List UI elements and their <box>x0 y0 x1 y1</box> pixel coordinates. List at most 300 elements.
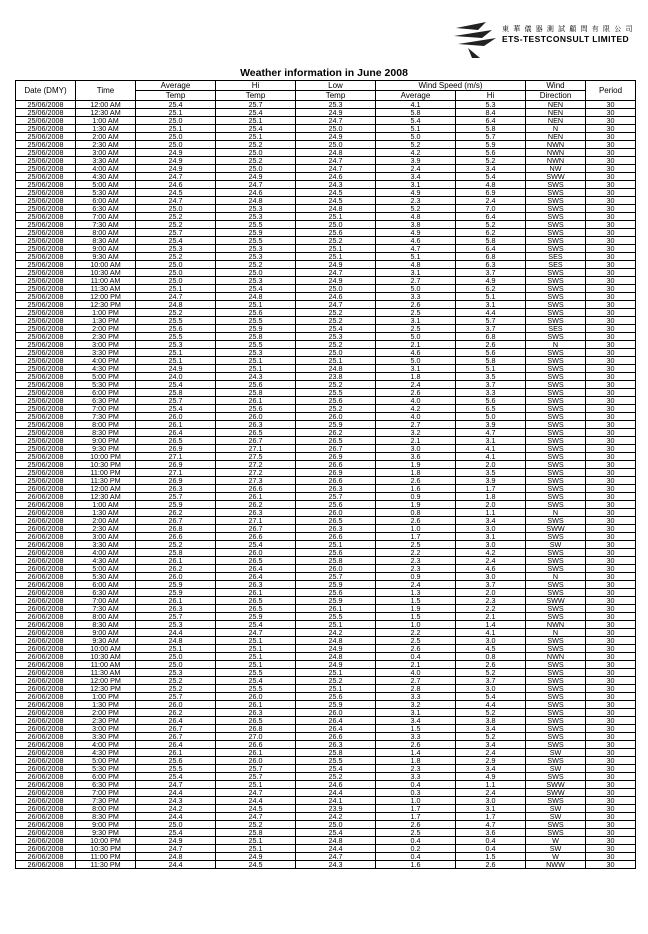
cell-low-temp: 26.3 <box>296 741 376 749</box>
cell-period: 30 <box>586 109 636 117</box>
cell-wind-hi: 1.7 <box>456 813 526 821</box>
cell-hi-temp: 25.3 <box>216 277 296 285</box>
table-row <box>16 341 636 349</box>
cell-date: 25/06/2008 <box>16 317 76 325</box>
table-row <box>16 397 636 405</box>
cell-wind-direction: SWS <box>526 645 586 653</box>
cell-period: 30 <box>586 117 636 125</box>
cell-time: 9:00 AM <box>76 245 136 253</box>
cell-avg-temp: 25.7 <box>136 613 216 621</box>
cell-wind-avg: 3.8 <box>376 221 456 229</box>
cell-wind-avg: 2.6 <box>376 301 456 309</box>
cell-low-temp: 24.9 <box>296 645 376 653</box>
cell-wind-direction: NWN <box>526 149 586 157</box>
cell-hi-temp: 25.2 <box>216 821 296 829</box>
cell-period: 30 <box>586 637 636 645</box>
cell-wind-direction: SW <box>526 541 586 549</box>
cell-time: 11:00 PM <box>76 853 136 861</box>
cell-wind-hi: 3.9 <box>456 421 526 429</box>
cell-low-temp: 24.9 <box>296 133 376 141</box>
cell-avg-temp: 25.4 <box>136 773 216 781</box>
cell-period: 30 <box>586 805 636 813</box>
cell-date: 26/06/2008 <box>16 709 76 717</box>
cell-period: 30 <box>586 493 636 501</box>
cell-wind-avg: 2.6 <box>376 741 456 749</box>
cell-wind-direction: SWS <box>526 485 586 493</box>
header-wind-avg: Average <box>376 91 456 101</box>
cell-time: 7:00 AM <box>76 213 136 221</box>
cell-wind-hi: 3.7 <box>456 325 526 333</box>
cell-wind-avg: 3.6 <box>376 453 456 461</box>
cell-hi-temp: 25.9 <box>216 613 296 621</box>
cell-wind-hi: 5.2 <box>456 733 526 741</box>
cell-wind-avg: 1.6 <box>376 861 456 869</box>
cell-wind-avg: 2.4 <box>376 581 456 589</box>
cell-avg-temp: 26.9 <box>136 477 216 485</box>
cell-time: 7:00 PM <box>76 789 136 797</box>
cell-hi-temp: 26.1 <box>216 589 296 597</box>
cell-date: 25/06/2008 <box>16 245 76 253</box>
cell-period: 30 <box>586 685 636 693</box>
table-row <box>16 237 636 245</box>
cell-wind-avg: 2.5 <box>376 829 456 837</box>
cell-period: 30 <box>586 389 636 397</box>
cell-hi-temp: 26.6 <box>216 485 296 493</box>
table-row <box>16 221 636 229</box>
cell-period: 30 <box>586 253 636 261</box>
cell-hi-temp: 25.6 <box>216 309 296 317</box>
cell-wind-direction: SWS <box>526 205 586 213</box>
cell-time: 8:30 PM <box>76 429 136 437</box>
cell-hi-temp: 27.3 <box>216 477 296 485</box>
cell-avg-temp: 25.0 <box>136 653 216 661</box>
table-row <box>16 781 636 789</box>
cell-wind-avg: 3.1 <box>376 269 456 277</box>
cell-low-temp: 25.3 <box>296 101 376 109</box>
table-row <box>16 117 636 125</box>
cell-time: 2:30 AM <box>76 141 136 149</box>
cell-time: 7:30 PM <box>76 797 136 805</box>
cell-date: 25/06/2008 <box>16 205 76 213</box>
cell-wind-avg: 5.2 <box>376 205 456 213</box>
cell-low-temp: 24.7 <box>296 853 376 861</box>
cell-low-temp: 26.1 <box>296 605 376 613</box>
cell-period: 30 <box>586 437 636 445</box>
cell-wind-hi: 2.4 <box>456 557 526 565</box>
cell-hi-temp: 24.5 <box>216 805 296 813</box>
cell-wind-direction: SWS <box>526 301 586 309</box>
cell-time: 1:00 AM <box>76 117 136 125</box>
cell-date: 26/06/2008 <box>16 741 76 749</box>
cell-wind-direction: N <box>526 573 586 581</box>
table-row <box>16 253 636 261</box>
cell-low-temp: 25.6 <box>296 501 376 509</box>
table-row <box>16 133 636 141</box>
cell-wind-direction: SWS <box>526 685 586 693</box>
table-body <box>16 101 636 869</box>
cell-low-temp: 25.0 <box>296 349 376 357</box>
cell-date: 25/06/2008 <box>16 181 76 189</box>
cell-date: 26/06/2008 <box>16 773 76 781</box>
cell-date: 25/06/2008 <box>16 149 76 157</box>
cell-wind-avg: 5.0 <box>376 133 456 141</box>
cell-low-temp: 24.7 <box>296 157 376 165</box>
header-wind-hi: Hi <box>456 91 526 101</box>
cell-low-temp: 26.2 <box>296 429 376 437</box>
table-row <box>16 605 636 613</box>
cell-avg-temp: 25.0 <box>136 117 216 125</box>
cell-hi-temp: 25.1 <box>216 781 296 789</box>
cell-low-temp: 24.8 <box>296 149 376 157</box>
cell-hi-temp: 26.1 <box>216 397 296 405</box>
cell-date: 25/06/2008 <box>16 413 76 421</box>
cell-hi-temp: 25.2 <box>216 141 296 149</box>
cell-low-temp: 24.6 <box>296 173 376 181</box>
cell-low-temp: 25.2 <box>296 237 376 245</box>
cell-time: 9:00 PM <box>76 821 136 829</box>
cell-wind-avg: 3.3 <box>376 773 456 781</box>
table-row <box>16 509 636 517</box>
cell-wind-direction: SWS <box>526 189 586 197</box>
cell-avg-temp: 25.1 <box>136 109 216 117</box>
cell-wind-hi: 3.4 <box>456 741 526 749</box>
cell-date: 25/06/2008 <box>16 165 76 173</box>
cell-date: 26/06/2008 <box>16 837 76 845</box>
table-row <box>16 285 636 293</box>
table-row <box>16 565 636 573</box>
cell-wind-direction: SWS <box>526 181 586 189</box>
cell-wind-avg: 0.8 <box>376 509 456 517</box>
cell-avg-temp: 24.3 <box>136 797 216 805</box>
cell-wind-avg: 3.3 <box>376 733 456 741</box>
cell-low-temp: 24.8 <box>296 653 376 661</box>
cell-wind-direction: SWS <box>526 445 586 453</box>
cell-wind-direction: SW <box>526 813 586 821</box>
cell-date: 25/06/2008 <box>16 157 76 165</box>
cell-avg-temp: 25.7 <box>136 397 216 405</box>
cell-time: 1:30 AM <box>76 125 136 133</box>
table-row <box>16 853 636 861</box>
cell-period: 30 <box>586 349 636 357</box>
cell-low-temp: 24.8 <box>296 365 376 373</box>
cell-wind-hi: 3.9 <box>456 477 526 485</box>
table-row <box>16 589 636 597</box>
table-row <box>16 269 636 277</box>
cell-wind-direction: SWS <box>526 221 586 229</box>
cell-wind-avg: 0.4 <box>376 837 456 845</box>
cell-low-temp: 25.7 <box>296 493 376 501</box>
cell-hi-temp: 26.5 <box>216 429 296 437</box>
cell-low-temp: 24.7 <box>296 165 376 173</box>
cell-wind-avg: 4.2 <box>376 149 456 157</box>
table-row <box>16 829 636 837</box>
cell-date: 26/06/2008 <box>16 605 76 613</box>
cell-period: 30 <box>586 549 636 557</box>
cell-low-temp: 24.7 <box>296 269 376 277</box>
table-row <box>16 861 636 869</box>
cell-avg-temp: 26.2 <box>136 509 216 517</box>
cell-wind-direction: SWS <box>526 229 586 237</box>
header-wind-dir-bottom: Direction <box>526 91 586 101</box>
cell-wind-avg: 2.1 <box>376 341 456 349</box>
cell-avg-temp: 25.5 <box>136 317 216 325</box>
cell-time: 5:30 PM <box>76 381 136 389</box>
cell-period: 30 <box>586 373 636 381</box>
cell-avg-temp: 26.4 <box>136 429 216 437</box>
cell-hi-temp: 26.5 <box>216 557 296 565</box>
cell-wind-hi: 3.7 <box>456 381 526 389</box>
cell-date: 26/06/2008 <box>16 517 76 525</box>
cell-wind-hi: 2.0 <box>456 589 526 597</box>
cell-low-temp: 23.9 <box>296 805 376 813</box>
cell-avg-temp: 24.9 <box>136 365 216 373</box>
cell-time: 11:30 PM <box>76 861 136 869</box>
cell-wind-direction: SWS <box>526 661 586 669</box>
cell-time: 10:00 AM <box>76 261 136 269</box>
cell-time: 10:00 AM <box>76 645 136 653</box>
cell-time: 12:00 PM <box>76 677 136 685</box>
cell-wind-direction: N <box>526 125 586 133</box>
cell-date: 25/06/2008 <box>16 341 76 349</box>
cell-hi-temp: 25.1 <box>216 133 296 141</box>
cell-avg-temp: 25.0 <box>136 269 216 277</box>
cell-low-temp: 26.3 <box>296 485 376 493</box>
cell-avg-temp: 25.2 <box>136 685 216 693</box>
cell-hi-temp: 25.3 <box>216 245 296 253</box>
table-row <box>16 669 636 677</box>
table-row <box>16 629 636 637</box>
cell-time: 7:00 PM <box>76 405 136 413</box>
cell-period: 30 <box>586 341 636 349</box>
cell-time: 3:00 PM <box>76 341 136 349</box>
cell-wind-hi: 5.8 <box>456 237 526 245</box>
cell-low-temp: 24.4 <box>296 845 376 853</box>
table-row <box>16 749 636 757</box>
cell-hi-temp: 25.0 <box>216 149 296 157</box>
cell-avg-temp: 25.3 <box>136 621 216 629</box>
table-row <box>16 677 636 685</box>
cell-hi-temp: 24.8 <box>216 197 296 205</box>
cell-time: 8:00 AM <box>76 229 136 237</box>
cell-hi-temp: 26.3 <box>216 709 296 717</box>
cell-wind-avg: 5.0 <box>376 285 456 293</box>
cell-date: 25/06/2008 <box>16 389 76 397</box>
cell-date: 25/06/2008 <box>16 301 76 309</box>
table-row <box>16 813 636 821</box>
cell-time: 4:30 PM <box>76 365 136 373</box>
cell-wind-hi: 8.4 <box>456 109 526 117</box>
cell-hi-temp: 27.1 <box>216 517 296 525</box>
header-wind-speed: Wind Speed (m/s) <box>376 81 526 91</box>
cell-time: 11:30 AM <box>76 669 136 677</box>
cell-wind-avg: 3.3 <box>376 693 456 701</box>
cell-hi-temp: 27.2 <box>216 469 296 477</box>
cell-wind-direction: SES <box>526 253 586 261</box>
cell-low-temp: 25.0 <box>296 221 376 229</box>
cell-period: 30 <box>586 397 636 405</box>
cell-period: 30 <box>586 813 636 821</box>
cell-avg-temp: 25.7 <box>136 493 216 501</box>
cell-avg-temp: 24.7 <box>136 781 216 789</box>
cell-wind-hi: 2.6 <box>456 341 526 349</box>
cell-wind-avg: 0.9 <box>376 573 456 581</box>
table-row <box>16 837 636 845</box>
cell-date: 26/06/2008 <box>16 581 76 589</box>
cell-time: 3:30 PM <box>76 733 136 741</box>
cell-date: 26/06/2008 <box>16 541 76 549</box>
cell-wind-hi: 4.9 <box>456 277 526 285</box>
cell-date: 26/06/2008 <box>16 549 76 557</box>
cell-date: 26/06/2008 <box>16 677 76 685</box>
cell-period: 30 <box>586 693 636 701</box>
cell-wind-direction: SWS <box>526 605 586 613</box>
cell-wind-hi: 3.6 <box>456 829 526 837</box>
cell-period: 30 <box>586 645 636 653</box>
cell-avg-temp: 25.2 <box>136 253 216 261</box>
cell-avg-temp: 26.4 <box>136 717 216 725</box>
cell-wind-hi: 3.4 <box>456 765 526 773</box>
cell-wind-avg: 3.9 <box>376 157 456 165</box>
cell-date: 25/06/2008 <box>16 437 76 445</box>
cell-time: 1:30 AM <box>76 509 136 517</box>
cell-wind-direction: SWS <box>526 365 586 373</box>
cell-low-temp: 25.1 <box>296 685 376 693</box>
table-row <box>16 437 636 445</box>
cell-avg-temp: 25.4 <box>136 829 216 837</box>
cell-period: 30 <box>586 701 636 709</box>
cell-time: 5:00 PM <box>76 373 136 381</box>
table-row <box>16 173 636 181</box>
cell-wind-hi: 6.2 <box>456 285 526 293</box>
cell-low-temp: 25.2 <box>296 677 376 685</box>
cell-wind-avg: 1.8 <box>376 373 456 381</box>
table-row <box>16 533 636 541</box>
cell-avg-temp: 25.5 <box>136 765 216 773</box>
cell-date: 26/06/2008 <box>16 813 76 821</box>
cell-hi-temp: 26.5 <box>216 597 296 605</box>
cell-period: 30 <box>586 405 636 413</box>
cell-avg-temp: 25.9 <box>136 501 216 509</box>
cell-hi-temp: 25.3 <box>216 213 296 221</box>
cell-period: 30 <box>586 829 636 837</box>
cell-wind-direction: SWS <box>526 557 586 565</box>
cell-time: 6:00 PM <box>76 773 136 781</box>
cell-wind-direction: SWS <box>526 293 586 301</box>
cell-wind-avg: 3.2 <box>376 701 456 709</box>
cell-wind-direction: SWS <box>526 669 586 677</box>
cell-avg-temp: 25.2 <box>136 213 216 221</box>
cell-date: 26/06/2008 <box>16 797 76 805</box>
cell-wind-direction: SWS <box>526 421 586 429</box>
cell-wind-hi: 7.0 <box>456 205 526 213</box>
cell-date: 25/06/2008 <box>16 349 76 357</box>
cell-wind-avg: 3.1 <box>376 181 456 189</box>
cell-period: 30 <box>586 333 636 341</box>
cell-wind-hi: 4.2 <box>456 549 526 557</box>
cell-wind-direction: SW <box>526 805 586 813</box>
cell-time: 10:30 PM <box>76 845 136 853</box>
cell-wind-hi: 5.6 <box>456 149 526 157</box>
cell-wind-hi: 0.4 <box>456 837 526 845</box>
cell-time: 9:30 PM <box>76 829 136 837</box>
cell-hi-temp: 24.9 <box>216 853 296 861</box>
table-row <box>16 685 636 693</box>
table-row <box>16 493 636 501</box>
cell-low-temp: 26.6 <box>296 533 376 541</box>
cell-wind-hi: 5.1 <box>456 293 526 301</box>
cell-time: 4:00 AM <box>76 549 136 557</box>
cell-wind-hi: 2.0 <box>456 501 526 509</box>
table-row <box>16 725 636 733</box>
cell-wind-hi: 0.4 <box>456 845 526 853</box>
cell-wind-avg: 2.6 <box>376 389 456 397</box>
cell-date: 26/06/2008 <box>16 597 76 605</box>
cell-wind-hi: 6.9 <box>456 189 526 197</box>
table-row <box>16 821 636 829</box>
cell-wind-direction: SWS <box>526 333 586 341</box>
cell-time: 8:00 AM <box>76 613 136 621</box>
cell-avg-temp: 25.2 <box>136 221 216 229</box>
cell-hi-temp: 25.4 <box>216 125 296 133</box>
cell-period: 30 <box>586 277 636 285</box>
cell-wind-hi: 1.8 <box>456 493 526 501</box>
cell-avg-temp: 25.6 <box>136 757 216 765</box>
cell-low-temp: 24.1 <box>296 797 376 805</box>
cell-time: 1:00 AM <box>76 501 136 509</box>
cell-hi-temp: 26.4 <box>216 565 296 573</box>
cell-date: 25/06/2008 <box>16 429 76 437</box>
table-row <box>16 317 636 325</box>
header-hi-temp-top: Hi <box>216 81 296 91</box>
cell-wind-direction: SWW <box>526 781 586 789</box>
cell-wind-direction: NEN <box>526 117 586 125</box>
cell-wind-hi: 6.8 <box>456 333 526 341</box>
cell-wind-avg: 5.2 <box>376 141 456 149</box>
cell-wind-direction: SWS <box>526 725 586 733</box>
cell-wind-avg: 3.4 <box>376 717 456 725</box>
cell-time: 12:00 AM <box>76 485 136 493</box>
cell-time: 11:00 AM <box>76 661 136 669</box>
cell-wind-avg: 0.4 <box>376 853 456 861</box>
header-low-temp-bottom: Temp <box>296 91 376 101</box>
cell-low-temp: 23.8 <box>296 373 376 381</box>
page-title: Weather information in June 2008 <box>240 67 408 79</box>
cell-avg-temp: 26.1 <box>136 557 216 565</box>
header-period: Period <box>586 81 636 101</box>
cell-low-temp: 25.7 <box>296 573 376 581</box>
cell-date: 26/06/2008 <box>16 629 76 637</box>
cell-wind-avg: 3.0 <box>376 445 456 453</box>
cell-time: 12:30 PM <box>76 301 136 309</box>
cell-wind-avg: 0.4 <box>376 653 456 661</box>
cell-period: 30 <box>586 613 636 621</box>
cell-avg-temp: 25.0 <box>136 133 216 141</box>
cell-avg-temp: 24.4 <box>136 629 216 637</box>
cell-wind-avg: 0.3 <box>376 789 456 797</box>
cell-time: 6:00 PM <box>76 389 136 397</box>
cell-wind-hi: 5.2 <box>456 709 526 717</box>
cell-wind-avg: 1.7 <box>376 805 456 813</box>
cell-hi-temp: 25.9 <box>216 229 296 237</box>
cell-low-temp: 26.5 <box>296 437 376 445</box>
cell-avg-temp: 26.4 <box>136 741 216 749</box>
cell-low-temp: 25.9 <box>296 581 376 589</box>
cell-period: 30 <box>586 773 636 781</box>
cell-wind-direction: SWS <box>526 237 586 245</box>
cell-low-temp: 26.0 <box>296 413 376 421</box>
cell-date: 25/06/2008 <box>16 125 76 133</box>
cell-low-temp: 26.0 <box>296 709 376 717</box>
